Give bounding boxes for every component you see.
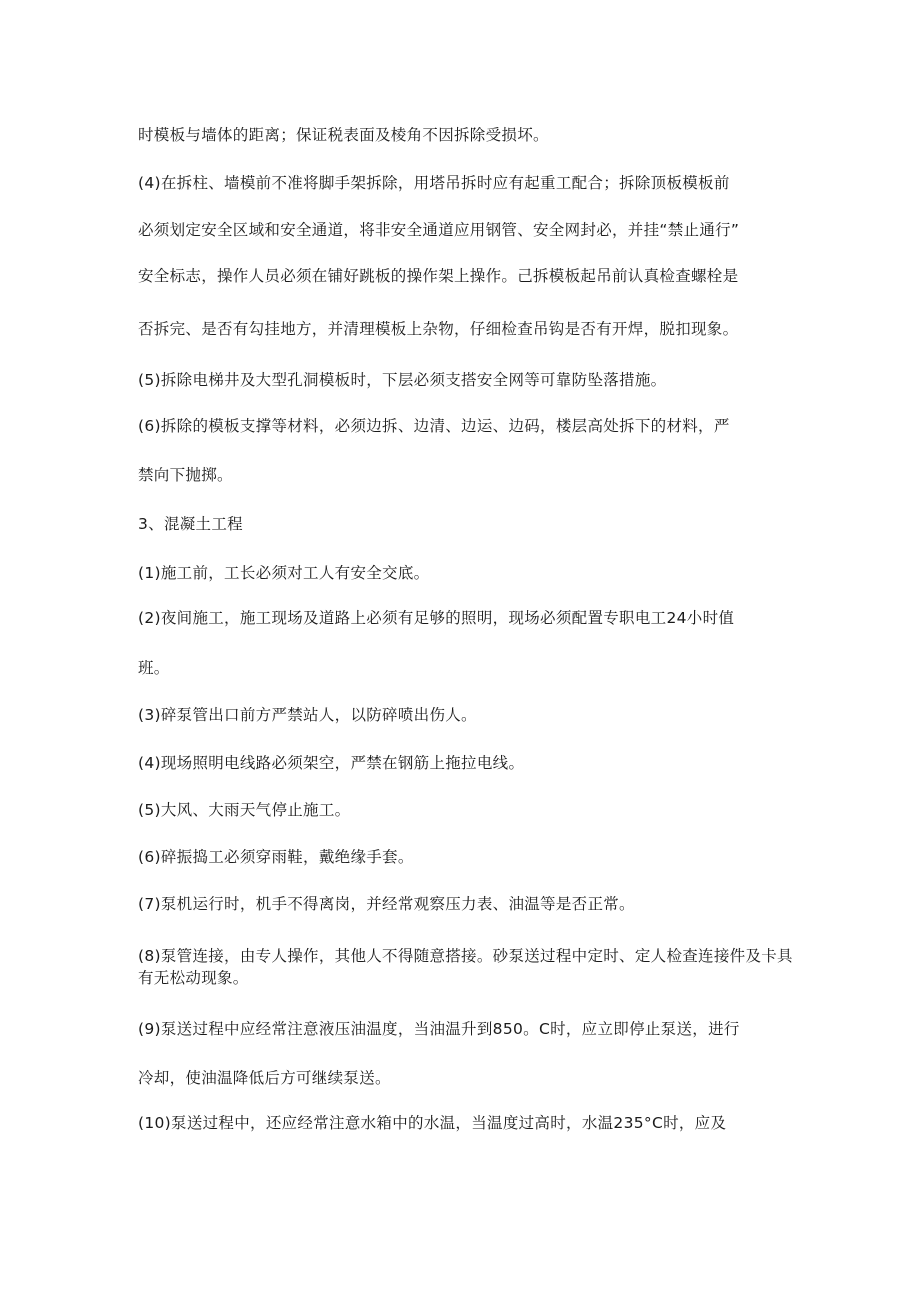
text-line: 时模板与墙体的距离；保证税表面及棱角不因拆除受损坏。 (138, 126, 549, 144)
text-line: (5)拆除电梯井及大型孔洞模板时，下层必须支搭安全网等可靠防坠落措施。 (138, 371, 667, 389)
text-line: (5)大风、大雨天气停止施工。 (138, 801, 351, 819)
text-line: (6)拆除的模板支撑等材料，必须边拆、边清、边运、边码，楼层高处拆下的材料，严 (138, 417, 730, 435)
text-line: (4)现场照明电线路必须架空，严禁在钢筋上拖拉电线。 (138, 754, 525, 772)
text-line: (1)施工前，工长必须对工人有安全交底。 (138, 564, 430, 582)
section-heading: 3、混凝土工程 (138, 515, 243, 533)
text-line: (10)泵送过程中，还应经常注意水箱中的水温，当温度过高时，水温235°C时，应及 (138, 1114, 727, 1132)
text-line: (9)泵送过程中应经常注意液压油温度，当油温升到850。C时，应立即停止泵送，进行 (138, 1020, 740, 1038)
text-line: (2)夜间施工，施工现场及道路上必须有足够的照明，现场必须配置专职电工24小时值 (138, 609, 735, 627)
text-line: 必须划定安全区域和安全通道，将非安全通道应用钢管、安全网封必，并挂“禁止通行” (138, 221, 740, 239)
text-line: 禁向下抛掷。 (138, 466, 233, 484)
text-line: 冷却，使油温降低后方可继续泵送。 (138, 1069, 391, 1087)
text-line: (6)碎振捣工必须穿雨鞋，戴绝缘手套。 (138, 848, 414, 866)
text-paragraph: (8)泵管连接，由专人操作，其他人不得随意搭接。砂泵送过程中定时、定人检查连接件及卡具有无松动现象。 (138, 947, 793, 987)
text-line: (4)在拆柱、墙模前不准将脚手架拆除，用塔吊拆时应有起重工配合；拆除顶板模板前 (138, 174, 730, 192)
text-line: 否拆完、是否有勾挂地方，并清理模板上杂物，仔细检查吊钩是否有开焊，脱扣现象。 (138, 320, 739, 338)
text-line: 班。 (138, 659, 170, 677)
text-line: (3)碎泵管出口前方严禁站人，以防碎喷出伤人。 (138, 706, 477, 724)
text-line: 安全标志，操作人员必须在铺好跳板的操作架上操作。己拆模板起吊前认真检查螺栓是 (138, 267, 739, 285)
text-line: (7)泵机运行时，机手不得离岗，并经常观察压力表、油温等是否正常。 (138, 895, 635, 913)
